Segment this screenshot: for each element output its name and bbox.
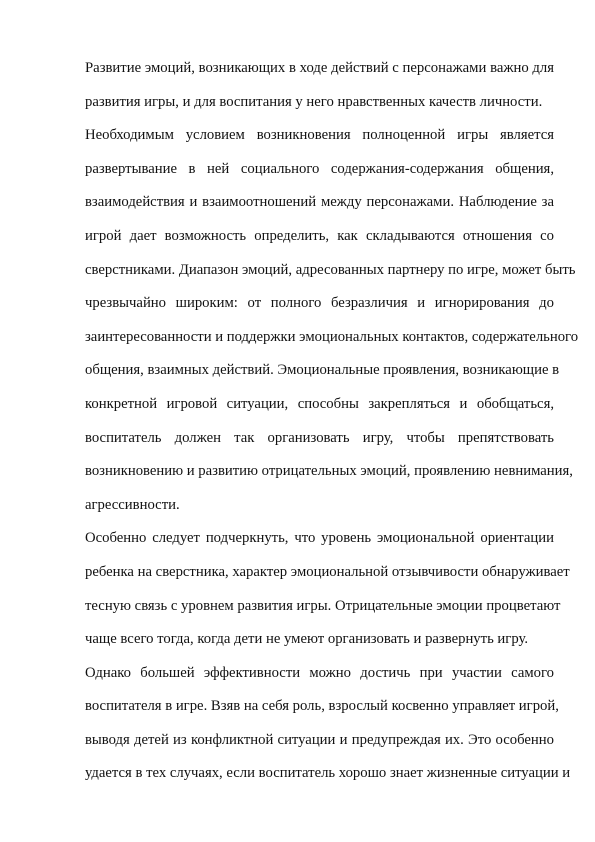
text-line: взаимодействия и взаимоотношений между персонажами. Наблюдение за: [85, 194, 554, 211]
text-line: общения, взаимных действий. Эмоциональные проявления, возникающие в: [85, 362, 560, 379]
text-line: воспитатель должен так организовать игру, чтобы препятствовать: [85, 429, 554, 446]
text-line: удается в тех случаях, если воспитатель хорошо знает жизненные ситуации и: [85, 765, 571, 782]
paragraph-3: [85, 522, 570, 656]
text-line: игрой дает возможность определить, как складываются отношения со: [85, 227, 554, 244]
text-line: развертывание в ней социального содержания-содержания общения,: [85, 160, 554, 177]
paragraph-4: [85, 657, 571, 791]
text-line: агрессивности.: [85, 496, 180, 513]
text-line: чаще всего тогда, когда дети не умеют организовать и развернуть игру.: [85, 631, 529, 648]
document-body: [85, 52, 579, 791]
text-line: Необходимым условием возникновения полноценной игры является: [85, 127, 554, 144]
text-line: Особенно следует подчеркнуть, что уровень эмоциональной ориентации: [85, 530, 554, 547]
text-line: сверстниками. Диапазон эмоций, адресованных партнеру по игре, может быть: [85, 261, 576, 278]
text-line: Развитие эмоций, возникающих в ходе действий с персонажами важно для: [85, 60, 554, 76]
text-line: Однако большей эффективности можно достичь при участии самого: [85, 664, 554, 681]
text-line: воспитателя в игре. Взяв на себя роль, взрослый косвенно управляет игрой,: [85, 698, 559, 715]
paragraph-2: [85, 119, 579, 522]
paragraph-1: [85, 52, 554, 119]
text-line: выводя детей из конфликтной ситуации и предупреждая их. Это особенно: [85, 731, 554, 748]
text-line: конкретной игровой ситуации, способны закрепляться и обобщаться,: [85, 395, 554, 412]
text-line: развития игры, и для воспитания у него нравственных качеств личности.: [85, 93, 543, 110]
text-line: ребенка на сверстника, характер эмоциональной отзывчивости обнаруживает: [85, 563, 570, 580]
text-line: возникновению и развитию отрицательных эмоций, проявлению невнимания,: [85, 463, 573, 480]
text-line: заинтересованности и поддержки эмоциональных контактов, содержательного: [85, 328, 579, 345]
text-line: чрезвычайно широким: от полного безразличия и игнорирования до: [85, 295, 554, 312]
text-line: тесную связь с уровнем развития игры. Отрицательные эмоции процветают: [85, 597, 561, 614]
